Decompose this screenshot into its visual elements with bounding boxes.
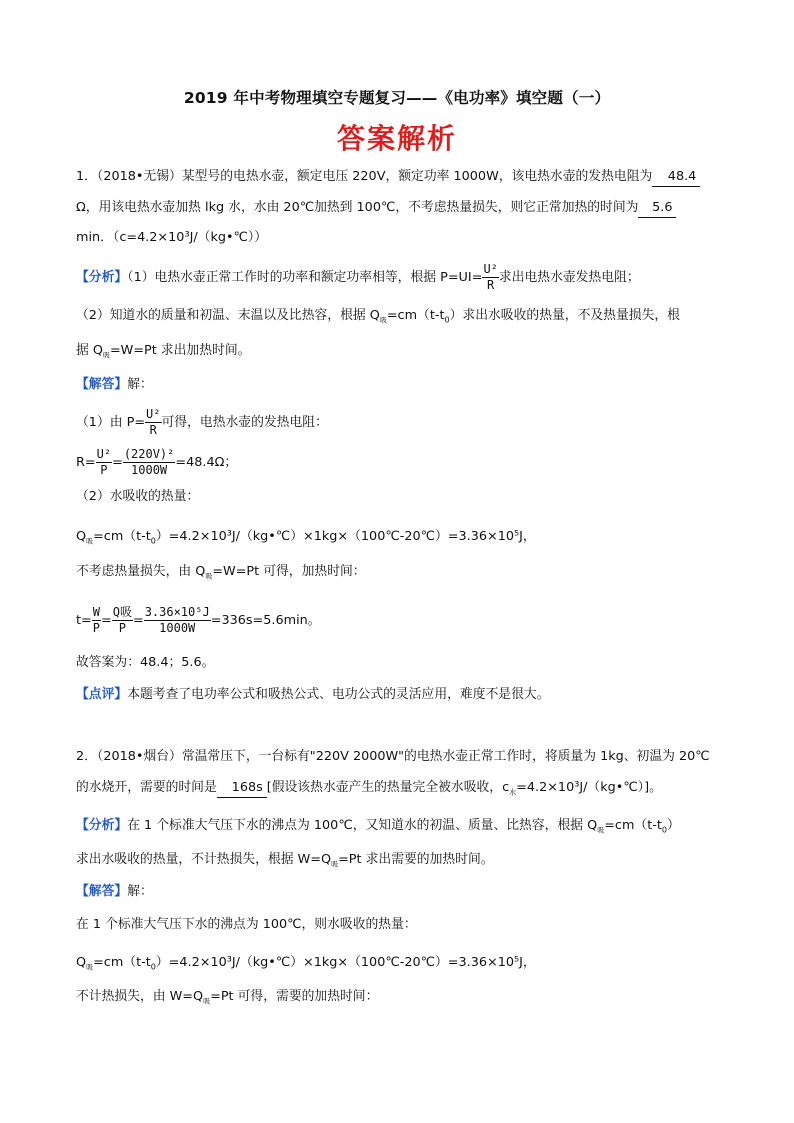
formula-u2-p: $\frac{\text{U²}}{P}$ [96, 447, 112, 477]
q1-step2: （2）水吸收的热量： [76, 489, 200, 504]
q2-noloss: 不计热损失，由 $W=Q_吸=Pt$ 可得，需要的加热时间： [76, 989, 379, 1006]
formula-w-p: $\frac{W}{P}$ [92, 605, 100, 635]
q1-solution-heading: 【解答】解： [76, 377, 153, 392]
q1-analysis2: （2）知道水的质量和初温、末温以及比热容，根据 $Q_吸=cm(t-t_0)$求出水吸收的热量，不及热量损失，根 [76, 308, 680, 325]
q1-analysis3: 据 $Q_吸=W=Pt$ 求出加热时间。 [76, 343, 251, 360]
q1-answer: 故答案为：48.4；5.6。 [76, 655, 215, 670]
q1-line3: min．（c=4.2×10³J/（kg•℃）） [76, 230, 268, 245]
page-title: 2019 年中考物理填空专题复习——《电功率》填空题（一） [183, 89, 611, 107]
solution-tag-2: 【解答】 [76, 884, 128, 899]
q1-blank1: 48.4 [652, 168, 700, 187]
analysis-tag: 【分析】 [76, 270, 128, 285]
q1-noloss: 不考虑热量损失，由 $Q_吸=W=Pt$ 可得，加热时间： [76, 564, 366, 581]
q1-resistance: R= $\frac{\text{U²}}{P}$ = $\frac{\text{(220V)²}}{1000W}$ =48.4Ω； [76, 447, 238, 477]
q2-analysis1: 【分析】在 1 个标准大气压下水的沸点为 100℃，又知道水的初温、质量、比热容，根据 $Q_吸=cm(t-t_0)$ [76, 818, 680, 835]
q1-analysis1: 【分析】（1）电热水壶正常工作时的功率和额定功率相等，根据 P=UI= $\frac{\text{U²}}{R}$ 求出电热水壶发热电阻； [76, 262, 640, 292]
formula-u2-r-2: $\frac{\text{U²}}{R}$ [146, 407, 161, 437]
q1-blank2: 5.6 [638, 199, 676, 218]
page-subtitle: 答案解析 [336, 122, 457, 155]
q1-line2: Ω，用该电热水壶加热 lkg 水，水由 20℃加热到 100℃，不考虑热量损失，则它正常加热的时间为 5.6 [76, 199, 676, 218]
comment-tag: 【点评】 [76, 687, 128, 702]
analysis-tag-2: 【分析】 [76, 818, 128, 833]
q2-line2: 的水烧开，需要的时间是 168s [假设该热水壶产生的热量完全被水吸收，$c_水=4.2\times 10^3J/(kg•℃)$]。 [76, 780, 662, 797]
solution-tag: 【解答】 [76, 377, 128, 392]
q2-heat: $Q_吸=cm(t-t_0)=4.2\times 10^3J/(kg•℃)\times 1kg\times(100℃-20℃)=3.36\times 10^5J$， [76, 955, 536, 972]
q1-time: t= $\frac{W}{P}$ = $\frac{\text{Q吸}}{P}$ = $\frac{\text{3.36×10⁵J}}{1000W}$ =336s=5.6min。 [76, 605, 321, 635]
q1-line1: 1．（2018•无锡）某型号的电热水壶，额定电压 220V，额定功率 1000W，该电热水壶的发热电阻为 48.4 [76, 168, 700, 187]
q1-comment: 【点评】本题考查了电功率公式和吸热公式、电功公式的灵活应用，难度不是很大。 [76, 687, 550, 702]
q2-blank1: 168s [217, 779, 267, 798]
formula-220-1000: $\frac{\text{(220V)²}}{1000W}$ [123, 447, 175, 477]
q2-analysis2: 求出水吸收的热量，不计热损失，根据 $W=Q_吸=Pt$ 求出需要的加热时间。 [76, 852, 494, 869]
q2-step1: 在 1 个标准大气压下水的沸点为 100℃，则水吸收的热量： [76, 917, 417, 932]
formula-u2-r: $\frac{\text{U²}}{R}$ [483, 262, 498, 292]
q2-line1: 2．（2018•烟台）常温常压下，一台标有"220V 2000W"的电热水壶正常工作时，将质量为 1kg、初温为 20℃ [76, 749, 710, 764]
formula-336-1000: $\frac{\text{3.36×10⁵J}}{1000W}$ [144, 605, 210, 635]
formula-q-p: $\frac{\text{Q吸}}{P}$ [112, 605, 132, 635]
q1-heat: $Q_吸=cm(t-t_0)=4.2\times 10^3J/(kg•℃)\times 1kg\times(100℃-20℃)=3.36\times 10^5J$， [76, 529, 536, 546]
q2-solution-heading: 【解答】解： [76, 884, 153, 899]
q1-step1: （1）由 P= $\frac{\text{U²}}{R}$ 可得，电热水壶的发热电阻： [76, 407, 328, 437]
